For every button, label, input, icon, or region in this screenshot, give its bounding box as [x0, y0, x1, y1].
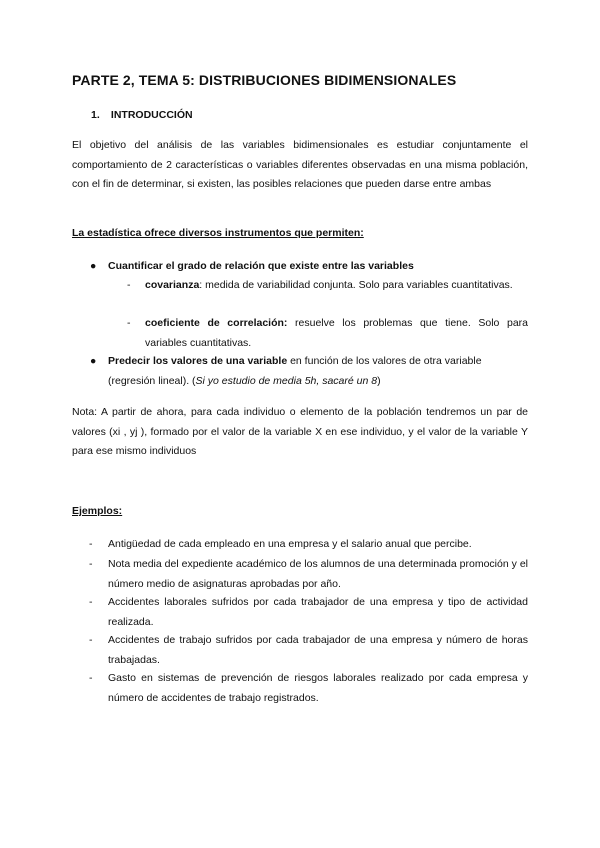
dash-marker: -: [89, 596, 93, 608]
dash-marker: -: [89, 558, 93, 570]
sub-bullet-correlacion: [127, 314, 529, 353]
dash-marker: -: [127, 317, 131, 329]
intro-paragraph: El objetivo del análisis de las variables bidimensionales es estudiar conjuntamente el comportamiento de 2 características o variables diferentes observadas en una misma población, con el fin de determinar, si existen, las posibles relaciones que pueden darse entre ambas: [72, 139, 528, 190]
example-text: Accidentes laborales sufridos por cada trabajador de una empresa y tipo de actividad realizada.: [108, 596, 528, 628]
example-item: [89, 669, 528, 708]
term-correlacion: coeficiente de correlación:: [145, 317, 288, 329]
nota-paragraph: Nota: A partir de ahora, para cada individuo o elemento de la población tendremos un par de valores (xi , yj ), formado por el valor de la variable X en ese individuo, y el valor de la variable Y para ese mismo individuos: [72, 406, 528, 457]
bullet-predict-bold: Predecir los valores de una variable: [108, 355, 288, 367]
example-text: Antigüedad de cada empleado en una empresa y el salario anual que percibe.: [108, 538, 472, 550]
example-item: [89, 631, 528, 670]
section-title: INTRODUCCIÓN: [110, 109, 193, 121]
bullet-predict-example: Si yo estudio de media 5h, sacaré un 8: [195, 374, 378, 387]
example-text: Nota media del expediente académico de los alumnos de una determinada promoción y el número medio de asignaturas aprobadas por año.: [108, 558, 528, 590]
dash-marker: -: [127, 279, 131, 291]
tools-heading: La estadística ofrece diversos instrumentos que permiten:: [72, 227, 364, 239]
term-covarianza: covarianza: [145, 279, 200, 291]
section-heading: [91, 109, 193, 121]
dash-marker: -: [89, 538, 93, 550]
section-number: 1.: [91, 109, 100, 121]
dash-marker: -: [89, 634, 93, 646]
example-item: [89, 593, 528, 632]
correlacion-definition: resuelve los problemas que tiene. Solo para variables cuantitativas.: [145, 317, 529, 349]
bullet-predict-end: ): [377, 374, 381, 387]
covarianza-definition: : medida de variabilidad conjunta. Solo para variables cuantitativas.: [199, 279, 513, 291]
bullet-quantify-text: Cuantificar el grado de relación que existe entre las variables: [108, 260, 414, 272]
bullet-predict: [90, 352, 528, 391]
example-text: Accidentes de trabajo sufridos por cada trabajador de una empresa y número de horas trabajadas.: [108, 634, 528, 666]
bullet-dot: ●: [90, 260, 97, 272]
example-item: [89, 535, 528, 555]
bullet-dot: ●: [90, 355, 97, 367]
bullet-quantify: [90, 257, 528, 277]
page-title: PARTE 2, TEMA 5: DISTRIBUCIONES BIDIMENSIONALES: [72, 72, 457, 88]
example-item: [89, 555, 528, 594]
examples-heading: Ejemplos:: [72, 505, 123, 517]
sub-bullet-covarianza: [127, 276, 528, 296]
example-text: Gasto en sistemas de prevención de riesgos laborales realizado por cada empresa y número de accidentes de trabajo registrados.: [108, 672, 528, 704]
dash-marker: -: [89, 672, 93, 684]
bullet-predict-text: en función de los valores de otra variable (regresión lineal). (: [108, 355, 482, 387]
